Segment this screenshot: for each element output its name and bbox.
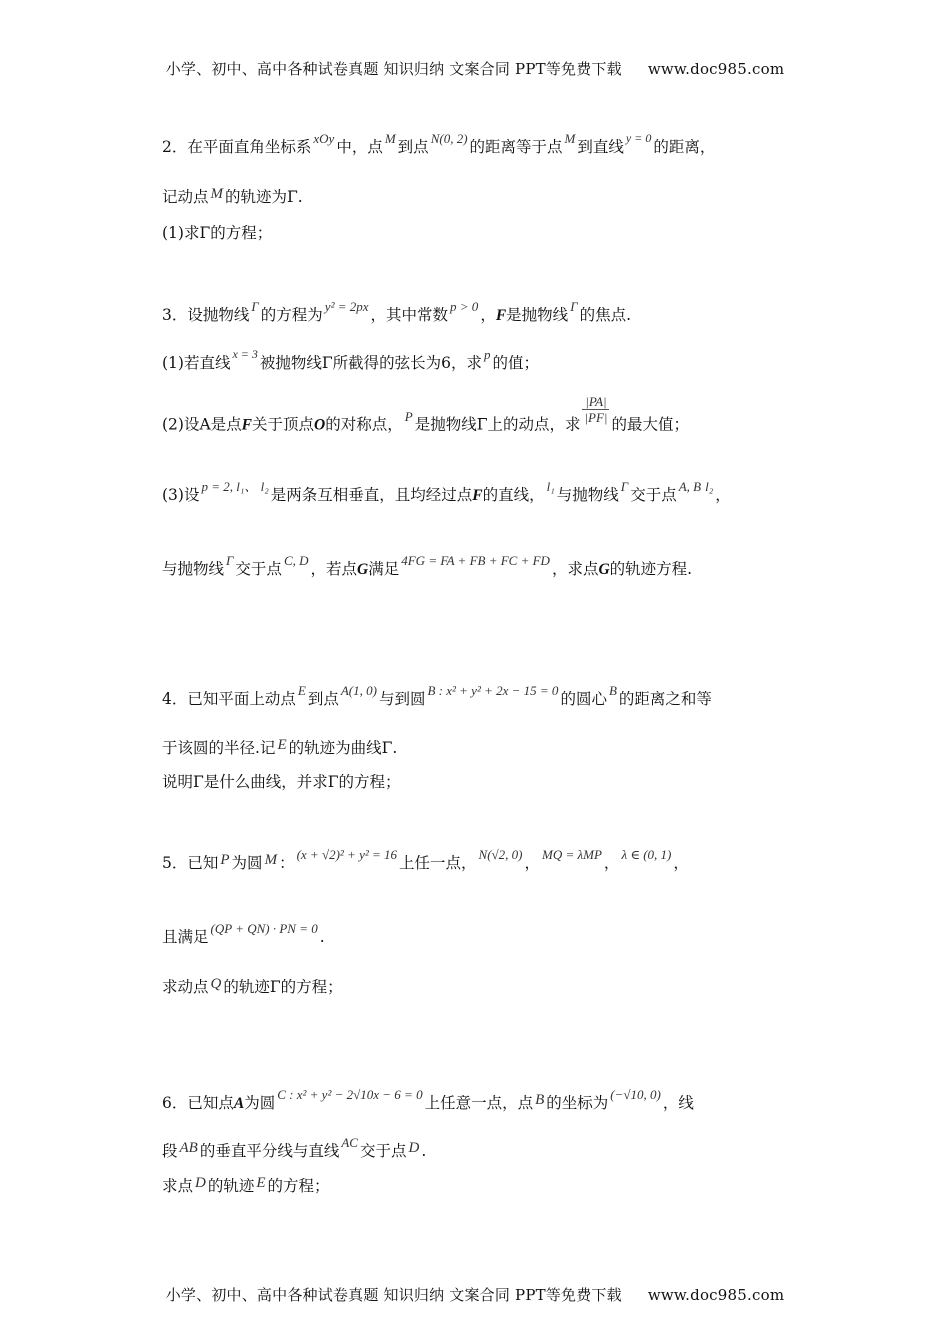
q6-text: . [421,1142,427,1160]
q4-line-3 [162,771,802,793]
q6-text: 求点 [162,1177,194,1195]
q5-line-1 [162,847,802,875]
q3-text: (3)设 [162,486,200,504]
q5-text: ： [279,854,295,872]
math-e: E [277,737,287,753]
math-d: D [408,1140,420,1156]
math-p-l1-l2: p = 2, l₁、 l₂ [201,479,269,494]
q4-part: 说明Γ是什么曲线，并求Γ的方程； [162,773,401,791]
q5-text: 的轨迹Γ的方程； [223,978,343,996]
q3-text: 的最大值； [611,415,689,434]
math-point-b: (−√10, 0) [610,1087,661,1102]
math-vector-sum: 4FG = FA + FB + FC + FD [401,553,550,568]
fraction-denominator: |PF| [584,410,608,425]
q3-line-5 [162,553,802,581]
math-o: O [314,416,326,434]
math-b: B [535,1092,545,1108]
q4-text: 于该圆的半径.记 [162,739,276,757]
math-p: p [484,347,491,362]
q5-line-2 [162,921,802,949]
q3-text: 的方程为 [260,306,323,324]
q3-line-1 [162,299,802,327]
q3-text: ，求点 [551,560,599,578]
q5-text: 求动点 [162,978,209,996]
math-gamma: Γ [620,479,629,494]
q3-text: ， [480,306,496,324]
math-p: P [404,408,413,424]
q3-line-2 [162,347,802,375]
math-gamma: Γ [251,299,259,314]
q3-text: 的直线， [482,486,545,504]
q3-text: (1)若直线 [162,354,231,372]
q3-text: ，若点 [310,560,358,578]
math-c-d: C, D [283,553,309,568]
q3-text: 的轨迹方程. [609,560,693,578]
q3-text: 交于点 [235,560,282,578]
math-circle-c: C : x² + y² − 2√10x − 6 = 0 [277,1087,423,1102]
math-f: F [241,416,252,434]
q5-text: ， [673,854,689,872]
q3-text: 是两条互相垂直，且均经过点 [270,486,473,504]
math-lambda-range: λ ∈ (0, 1) [621,847,672,862]
footer-text: 小学、初中、高中各种试卷真题 知识归纳 文案合同 PPT等免费下载 [165,1286,622,1304]
q2-part-1: (1)求Γ的方程； [162,224,273,242]
q5-text: 5．已知 [162,854,219,872]
q3-text: 与抛物线 [162,560,225,578]
q5-text: 为圆 [231,854,263,872]
q3-text: 的值； [492,354,540,372]
q6-text: 的轨迹 [207,1177,255,1195]
q4-line-2 [162,737,802,760]
q6-line-3 [162,1175,802,1198]
q3-text: ， [715,486,731,504]
math-ab: AB [179,1140,198,1156]
q6-text: 的垂直平分线与直线 [199,1142,340,1160]
math-e: E [297,683,306,698]
q2-text: 的轨迹为Γ. [225,188,303,206]
q2-text: 记动点 [162,188,209,206]
q6-text: 段 [162,1142,178,1160]
q6-text: 6．已知点 [162,1094,234,1112]
q3-text: 满足 [368,560,400,578]
math-parabola-eq: y² = 2px [324,299,369,314]
q3-text: 的对称点， [325,415,403,434]
q4-line-1 [162,683,802,711]
fraction-numerator: |PA| [582,394,609,410]
q4-text: 的轨迹为曲线Γ. [288,739,398,757]
footer-url: www.doc985.com [647,1286,785,1304]
q2-line-3 [162,222,802,244]
q3-text: 与抛物线 [556,486,619,504]
header-text: 小学、初中、高中各种试卷真题 知识归纳 文案合同 PPT等免费下载 [165,60,622,78]
q2-line-1 [162,131,802,159]
q4-text: 与到圆 [378,690,426,708]
math-a-b: A, B [678,479,702,494]
math-f: F [472,487,483,504]
q5-line-3 [162,976,802,999]
q6-text: 上任意一点，点 [424,1094,534,1112]
math-dot-product: (QP + QN) · PN = 0 [210,921,318,936]
q6-text: 交于点 [359,1142,407,1160]
math-p-positive: p > 0 [450,299,479,314]
q3-text: 3．设抛物线 [162,306,250,324]
math-q: Q [210,976,222,992]
header-url: www.doc985.com [647,60,785,78]
math-b: B [608,683,617,698]
q3-text: 是抛物线 [506,306,569,324]
q3-text: 被抛物线Γ所截得的弦长为6，求 [259,354,483,372]
q6-line-2 [162,1135,802,1163]
q3-text: ，其中常数 [370,306,449,324]
math-point-n: N(0, 2) [430,131,468,146]
q3-text: 关于顶点 [252,415,315,434]
q5-text: 且满足 [162,928,209,946]
math-l2: l₂ [705,479,714,494]
q2-text: 2．在平面直角坐标系 [162,138,312,156]
math-point-n: N(√2, 0) [478,847,523,862]
math-m: M [564,131,576,146]
math-d: D [195,1175,206,1191]
q2-text: 到直线 [577,138,624,156]
math-ac: AC [341,1135,358,1150]
math-e: E [256,1175,266,1191]
math-circle-b: B : x² + y² + 2x − 15 = 0 [427,683,559,698]
q3-line-4 [162,479,802,507]
q3-text: 是抛物线Γ上的动点，求 [414,415,581,434]
q5-text: 上任一点， [399,854,477,872]
q6-text: ，线 [662,1094,694,1112]
q2-text: 到点 [397,138,429,156]
q6-text: 的坐标为 [546,1094,609,1112]
math-l1: l₁ [546,479,555,494]
math-m: M [210,186,224,202]
q4-text: 4．已知平面上动点 [162,690,296,708]
q2-line-2 [162,186,802,209]
math-gamma: Γ [226,553,234,568]
q3-text: (2)设A是点 [162,415,242,434]
page-header [0,58,950,79]
math-x-eq-3: x = 3 [232,347,258,361]
q3-text: 交于点 [630,486,677,504]
q2-text: 的距离等于点 [469,138,563,156]
math-vector-mq: MQ = λMP [542,847,602,862]
math-circle-m: (x + √2)² + y² = 16 [296,847,398,862]
math-point-a: A(1, 0) [340,683,377,698]
q4-text: 的距离之和等 [618,690,712,708]
q5-text: ， [603,854,620,872]
math-a: A [233,1095,245,1112]
page-footer [0,1284,950,1305]
math-gamma: Γ [570,299,578,314]
math-m: M [384,131,396,146]
math-fraction-pa-pf [582,394,609,425]
q2-text: 的距离， [653,138,716,156]
math-g: G [357,561,369,578]
math-p: P [220,852,230,868]
math-line-y0: y = 0 [625,131,652,145]
q3-text: 的焦点. [579,306,632,324]
q6-line-1 [162,1087,802,1115]
math-m: M [264,852,278,868]
q4-text: 的圆心 [560,690,607,708]
q6-text: 的方程； [267,1177,330,1195]
math-xoy: xOy [313,131,335,146]
q6-text: 为圆 [244,1094,276,1112]
q4-text: 到点 [307,690,339,708]
math-f: F [495,307,507,324]
q3-line-3 [162,394,802,441]
q5-text: . [319,928,325,946]
q2-text: 中，点 [336,138,383,156]
q5-text: ， [524,854,541,872]
math-g: G [598,561,610,578]
